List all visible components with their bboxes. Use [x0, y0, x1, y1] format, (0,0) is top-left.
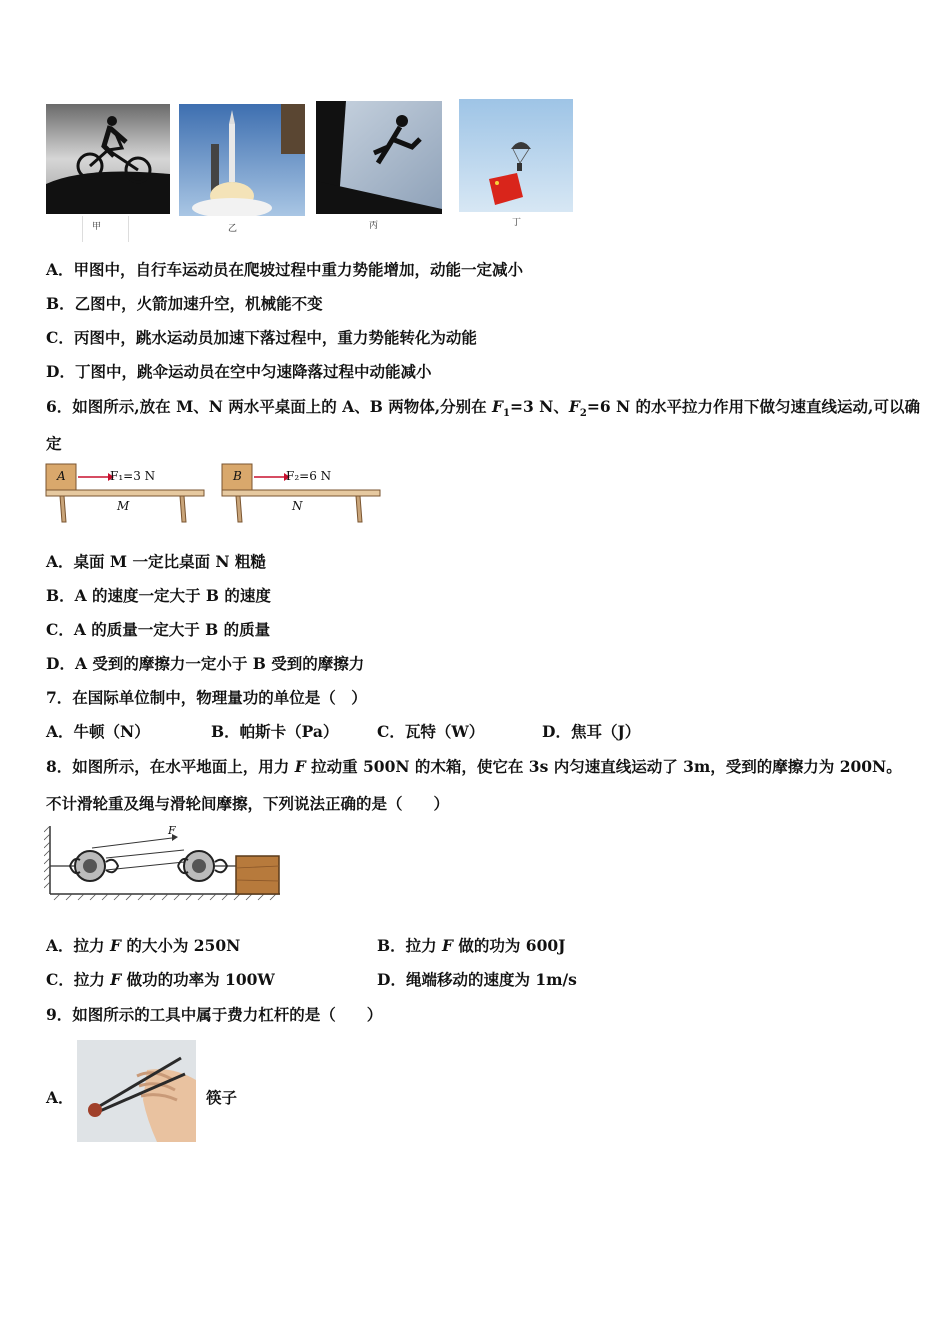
q8-stem: [46, 757, 902, 777]
photo-parachutist: [459, 99, 573, 212]
q5-option-b: B．乙图中，火箭加速升空，机械能不变: [46, 294, 323, 313]
q8-option-var: F: [110, 970, 122, 989]
q9-stem: 9．如图所示的工具中属于费力杠杆的是（ ）: [46, 1005, 383, 1024]
q7-option-d: D．焦耳（J）: [542, 722, 641, 741]
q8-option-text: A．拉力: [46, 936, 110, 955]
q5-option-d: D．丁图中，跳伞运动员在空中匀速降落过程中动能减小: [46, 362, 432, 381]
q6-figure: [44, 462, 384, 528]
q6-option-a: A．桌面 M 一定比桌面 N 粗糙: [46, 552, 266, 571]
q8-stem-part: 8．如图所示，在水平地面上，用力: [46, 757, 295, 776]
block-b-label: B: [233, 469, 242, 483]
q8-option-c: [46, 970, 275, 990]
q6-stem-part: 6．如图所示,放在 M、N 两水平桌面上的 A、B 两物体,分别在: [46, 397, 493, 416]
q6-f1-subscript: 1: [503, 408, 510, 420]
q7-option-c: C．瓦特（W）: [377, 722, 485, 741]
q6-option-c: C．A 的质量一定大于 B 的质量: [46, 620, 271, 639]
photo-cyclist: [46, 104, 170, 214]
q6-f2-symbol: F: [568, 397, 580, 416]
q8-option-text: 的大小为 250N: [120, 936, 241, 955]
q8-option-var: F: [109, 936, 121, 955]
photo-caption: 乙: [228, 224, 238, 234]
photo-caption: 丁: [512, 218, 522, 228]
q8-force-label: F: [168, 824, 176, 837]
q9-option-a-label: A．: [46, 1088, 74, 1107]
q6-stem: [46, 397, 920, 424]
q5-option-a: A．甲图中，自行车运动员在爬坡过程中重力势能增加，动能一定减小: [46, 260, 524, 279]
q9-option-a-text: 筷子: [206, 1088, 238, 1107]
q8-option-text: D．绳端移动的速度为 1m/s: [377, 970, 577, 989]
q8-stem-continued: 不计滑轮重及绳与滑轮间摩擦，下列说法正确的是（ ）: [46, 794, 450, 813]
q8-option-d: [377, 970, 577, 990]
force-b-label: F₂=6 N: [286, 469, 332, 483]
q6-stem-part: =6 N 的水平拉力作用下做匀速直线运动,可以确: [586, 397, 920, 416]
q8-force-symbol: F: [294, 757, 306, 776]
q8-stem-part: 拉动重 500N 的木箱，使它在 3s 内匀速直线运动了 3m，受到的摩擦力为 200N。: [305, 757, 902, 776]
q8-option-b: [377, 936, 566, 956]
wooden-box: [236, 856, 279, 894]
q8-option-text: 做的功为 600J: [453, 936, 566, 955]
photo-caption: 丙: [369, 221, 379, 231]
q6-f2-subscript: 2: [579, 408, 587, 420]
q8-option-var: F: [442, 936, 454, 955]
q8-option-text: 做功的功率为 100W: [121, 970, 275, 989]
q8-option-text: C．拉力: [46, 970, 111, 989]
q6-option-b: B．A 的速度一定大于 B 的速度: [46, 586, 271, 605]
table-n: [222, 490, 380, 496]
photo-caption: 甲: [92, 222, 102, 232]
photo-rocket: [179, 104, 305, 216]
q7-stem: 7．在国际单位制中，物理量功的单位是（ ）: [46, 688, 367, 707]
photo-chopsticks: [77, 1040, 196, 1142]
block-a-label: A: [57, 469, 66, 483]
force-a-label: F₁=3 N: [110, 469, 156, 483]
q7-option-b: B．帕斯卡（Pa）: [211, 722, 339, 741]
q6-f1-symbol: F: [492, 397, 504, 416]
q5-option-c: C．丙图中，跳水运动员加速下落过程中，重力势能转化为动能: [46, 328, 477, 347]
q6-option-d: D．A 受到的摩擦力一定小于 B 受到的摩擦力: [46, 654, 365, 673]
q8-option-text: B．拉力: [377, 936, 442, 955]
table-m-label: M: [117, 499, 130, 513]
table-n-label: N: [292, 499, 303, 513]
photo-diver: [316, 101, 442, 214]
q6-stem-continued: 定: [46, 434, 62, 453]
q8-option-a: [46, 936, 240, 956]
q7-option-a: A．牛顿（N）: [46, 722, 150, 741]
q6-f1-value: =3 N、: [510, 397, 569, 416]
table-m: [46, 490, 204, 496]
q8-figure: [44, 826, 284, 902]
